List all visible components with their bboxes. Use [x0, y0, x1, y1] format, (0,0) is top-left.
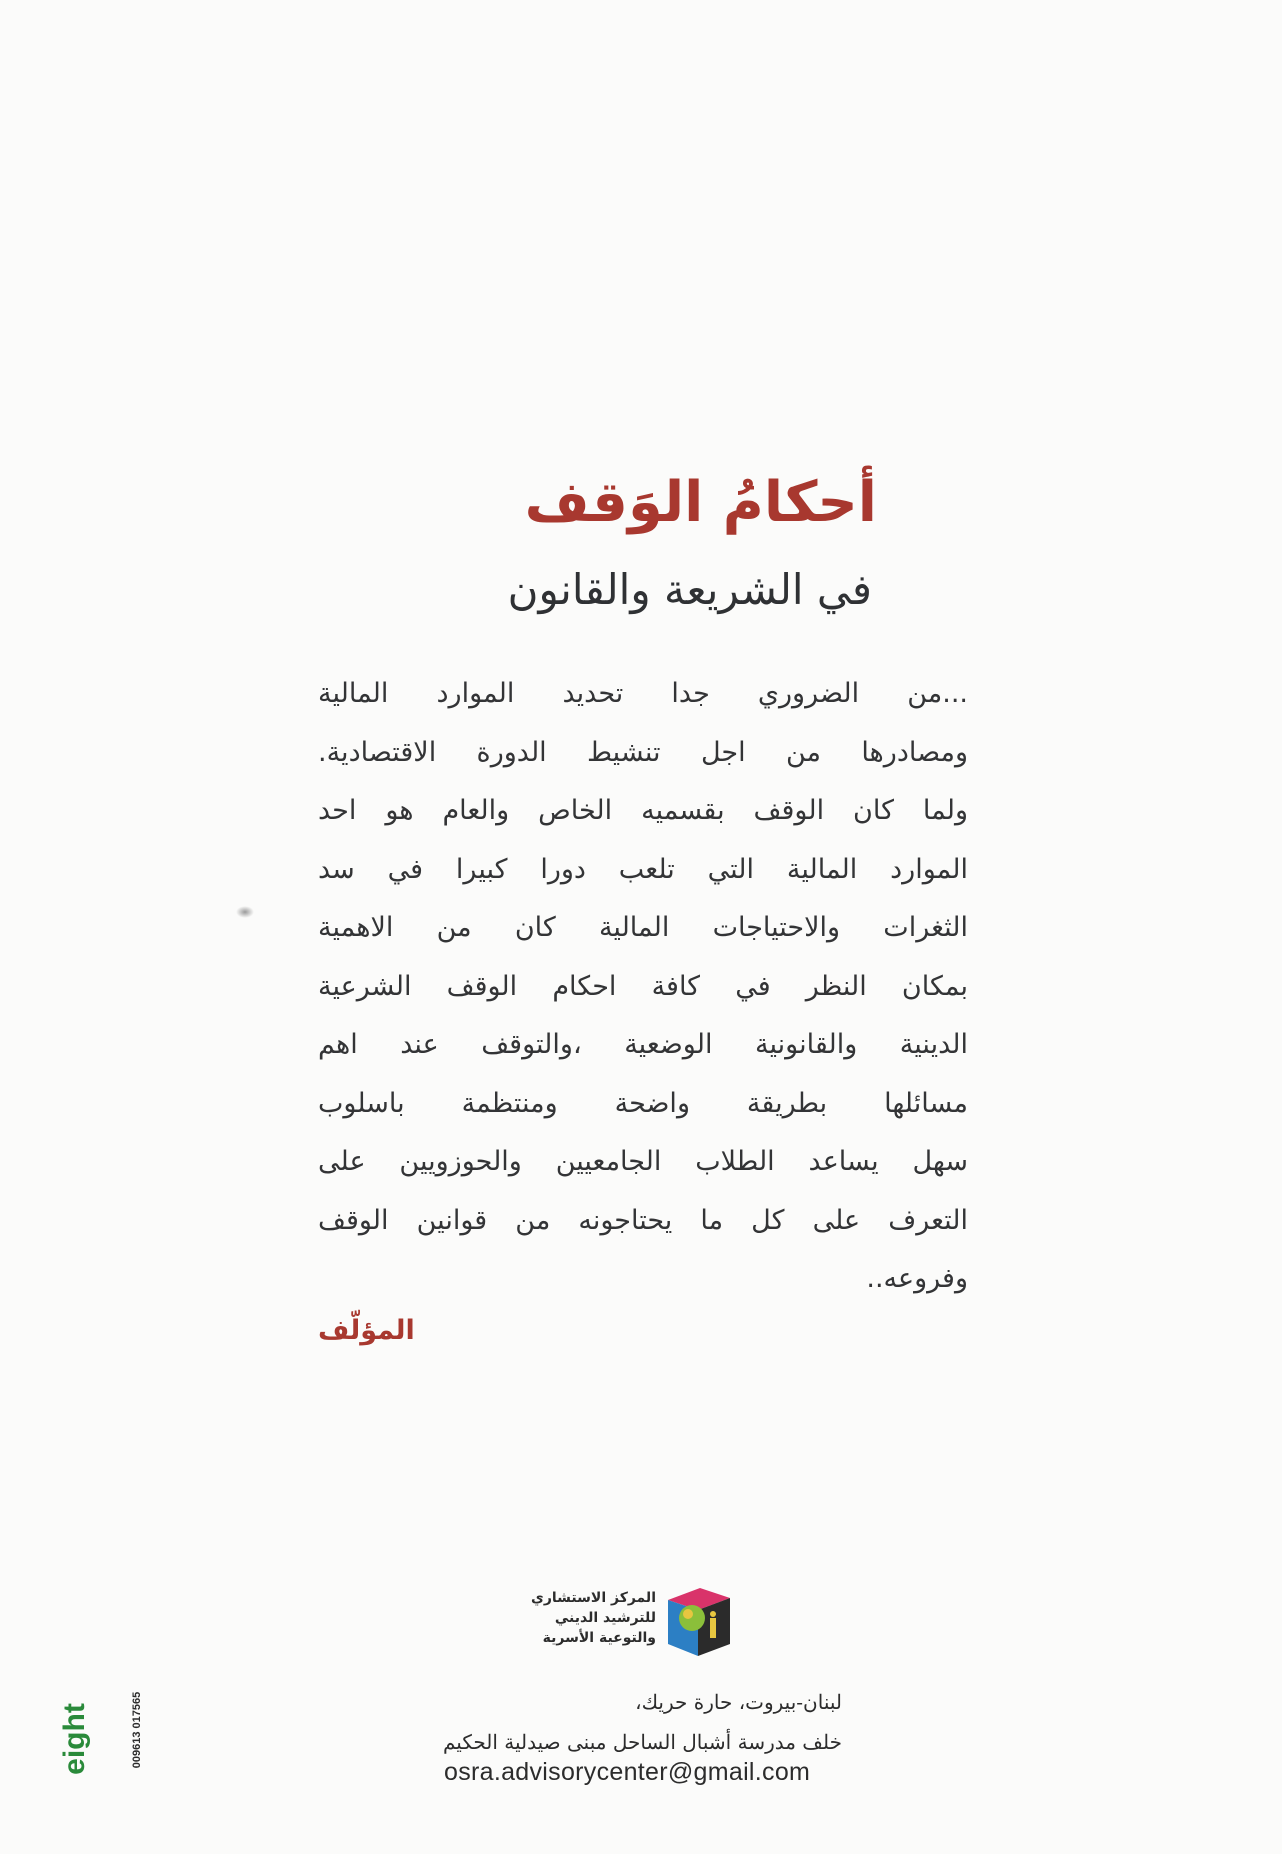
blurb-line: التعرف على كل ما يحتاجونه من قوانين الوقف: [318, 1204, 968, 1236]
publisher-email: osra.advisorycenter@gmail.com: [444, 1758, 811, 1786]
printer-phone: 009613 017565: [131, 1691, 144, 1769]
blurb-line: بمكان النظر في كافة احكام الوقف الشرعية: [318, 970, 968, 1002]
blurb-line: الموارد المالية التي تلعب دورا كبيرا في سد: [318, 853, 968, 885]
blurb-line: ولما كان الوقف بقسميه الخاص والعام هو احد: [318, 795, 968, 826]
publisher-logo: [531, 1582, 738, 1667]
blurb-line: ومصادرها من اجل تنشيط الدورة الاقتصادية.: [318, 736, 968, 768]
publisher-name: [531, 1588, 656, 1648]
blurb-line: الدينية والقانونية الوضعية ،والتوقف عند اهم: [318, 1029, 968, 1060]
publisher-name-line: والتوعية الأسرية: [542, 1630, 656, 1646]
blurb-line: الثغرات والاحتياجات المالية كان من الاهمية: [318, 912, 968, 943]
address-line: لبنان-بيروت، حارة حريك،: [635, 1690, 842, 1714]
printer-brand-logo: eight: [57, 1703, 91, 1775]
publisher-address: [443, 1682, 842, 1762]
blurb-line: سهل يساعد الطلاب الجامعيين والحوزويين على: [318, 1146, 968, 1177]
cube-logo-icon: [660, 1582, 736, 1662]
publisher-name-line: للترشيد الديني: [554, 1610, 656, 1626]
blurb-line: ...من الضروري جدا تحديد الموارد المالية: [318, 678, 968, 709]
printer-mark: [55, 1691, 144, 1775]
book-subtitle: في الشريعة والقانون: [507, 565, 872, 614]
blurb-paragraph: [318, 665, 968, 1309]
address-line: خلف مدرسة أشبال الساحل مبنى صيدلية الحكيم: [442, 1730, 842, 1754]
author-signature: المؤلّف: [318, 1315, 415, 1346]
book-title: أحكامُ الوَقف: [524, 470, 877, 535]
blurb-line: وفروعه..: [866, 1263, 968, 1294]
blurb-line: مسائلها بطريقة واضحة ومنتظمة باسلوب: [318, 1087, 968, 1119]
publisher-name-line: المركز الاستشاري: [531, 1590, 656, 1606]
paper-smudge: [236, 906, 254, 918]
